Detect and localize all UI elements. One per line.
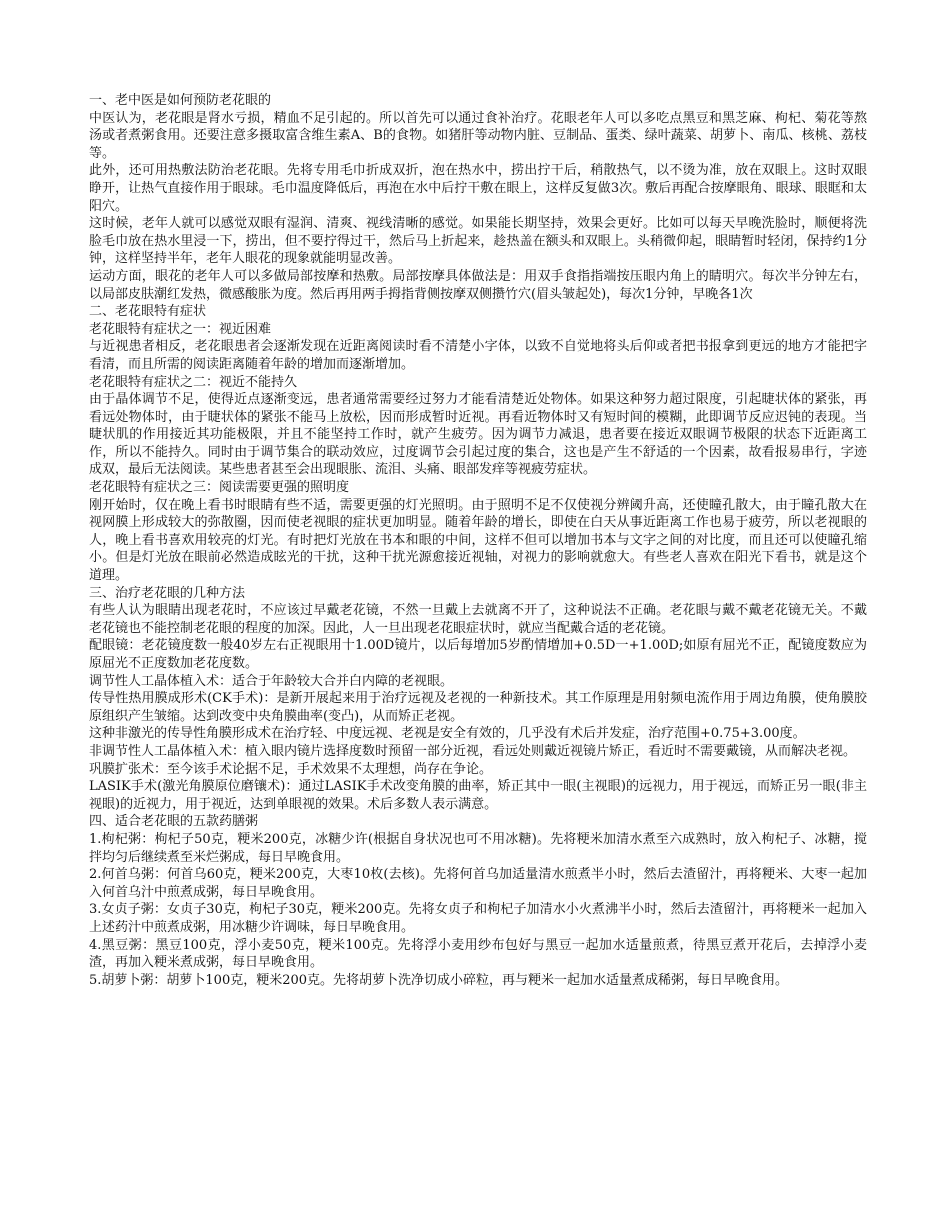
subheading: 老花眼特有症状之一：视近困难	[89, 321, 272, 337]
paragraph: 刚开始时，仅在晚上看书时眼睛有些不适，需要更强的灯光照明。由于照明不足不仅使视分辨阈升高，还使瞳孔散大，由于瞳孔散大在视网膜上形成较大的弥散圈，因而使老视眼的症状更加明显。随着年龄的增长，即使在白天从事近距离工作也易于疲劳，所以老视眼的人，晚上看书喜欢用较亮的灯光。有时把灯光放在书本和眼的中间，这样不但可以增加书本与文字之间的对比度，而且还可以使瞳孔缩小。但是灯光放在眼前必然造成眩光的干扰，这种干扰光源愈接近视轴，对视力的影响就愈大。有些老人喜欢在阳光下看书，就是这个道理。	[89, 497, 867, 584]
section-heading-4: 四、适合老花眼的五款药膳粥	[89, 814, 259, 830]
subheading: 老花眼特有症状之三：阅读需要更强的照明度	[89, 480, 350, 496]
section-heading-3: 三、治疗老花眼的几种方法	[89, 585, 246, 601]
subheading: 老花眼特有症状之二：视近不能持久	[89, 374, 298, 390]
paragraph: 传导性热用膜成形术(CK手术)：是新开展起来用于治疗远视及老视的一种新技术。其工作原理是用射频电流作用于周边角膜，使角膜胶原组织产生皱缩。达到改变中央角膜曲率(变凸)，从而矫正老视。	[89, 691, 867, 724]
paragraph: 这时候，老年人就可以感觉双眼有湿润、清爽、视线清晰的感觉。如果能长期坚持，效果会更好。比如可以每天早晚洗脸时，顺便将洗脸毛巾放在热水里浸一下，捞出，但不要拧得过干，然后马上折起来，趁热盖在额头和双眼上。头稍微仰起，眼睛暂时轻闭，保持约1分钟，这样坚持半年，老年人眼花的现象就能明显改善。	[89, 216, 867, 267]
paragraph: 配眼镜：老花镜度数一般40岁左右正视眼用十1.00D镜片，以后每增加5岁酌情增加+0.5D一+1.00D;如原有屈光不正，配镜度数应为原屈光不正度数加老花度数。	[89, 638, 867, 671]
document-body	[89, 92, 867, 989]
section-heading-1: 一、老中医是如何预防老花眼的	[89, 93, 272, 108]
paragraph: 此外，还可用热敷法防治老花眼。先将专用毛巾折成双折，泡在热水中，捞出拧干后，稍散热气，以不烫为准，放在双眼上。这时双眼睁开，让热气直接作用于眼球。毛巾温度降低后，再泡在水中后拧干敷在眼上，这样反复做3次。敷后再配合按摩眼角、眼球、眼眶和太阳穴。	[89, 163, 867, 214]
recipe-item: 3.女贞子粥：女贞子30克，枸杞子30克，粳米200克。先将女贞子和枸杞子加清水小火煮沸半小时，然后去渣留汁，再将粳米一起加入上述药汁中煎煮成粥，用冰糖少许调味，每日早晚食用。	[89, 902, 867, 935]
recipe-item: 1.枸杞粥：枸杞子50克，粳米200克，冰糖少许(根据自身状况也可不用冰糖)。先将粳米加清水煮至六成熟时，放入枸杞子、冰糖，搅拌均匀后继续煮至米烂粥成，每日早晚食用。	[89, 831, 867, 865]
paragraph: 由于晶体调节不足，使得近点逐渐变远，患者通常需要经过努力才能看清楚近处物体。如果这种努力超过限度，引起睫状体的紧张，再看远处物体时，由于睫状体的紧张不能马上放松，因而形成暂时近视。再看近物体时又有短时间的模糊，此即调节反应迟钝的表现。当睫状肌的作用接近其功能极限，并且不能坚持工作时，就产生疲劳。因为调节力减退，患者要在接近双眼调节极限的状态下近距离工作，所以不能持久。同时由于调节集合的联动效应，过度调节会引起过度的集合，这也是产生不舒适的一个因素，故看报易串行，字迹成双，最后无法阅读。某些患者甚至会出现眼胀、流泪、头痛、眼部发痒等视疲劳症状。	[89, 392, 867, 478]
paragraph: 调节性人工晶体植入术：适合于年龄较大合并白内障的老视眼。	[89, 673, 454, 689]
paragraph: 巩膜扩张术：至今该手术论据不足，手术效果不太理想，尚存在争论。	[89, 761, 493, 777]
section-heading-2: 二、老花眼特有症状	[89, 304, 207, 320]
paragraph: 与近视患者相反，老花眼患者会逐渐发现在近距离阅读时看不清楚小字体，以致不自觉地将头后仰或者把书报拿到更远的地方才能把字看清，而且所需的阅读距离随着年龄的增加而逐渐增加。	[89, 339, 867, 372]
paragraph: 有些人认为眼睛出现老花时，不应该过早戴老花镜，不然一旦戴上去就离不开了，这种说法不正确。老花眼与戴不戴老花镜无关。不戴老花镜也不能控制老花眼的程度的加深。因此，人一旦出现老花眼症状时，就应当配戴合适的老花镜。	[89, 603, 867, 636]
recipe-item: 2.何首乌粥：何首乌60克，粳米200克，大枣10枚(去核)。先将何首乌加适量清水煎煮半小时，然后去渣留汁，再将粳米、大枣一起加入何首乌汁中煎煮成粥，每日早晚食用。	[89, 867, 867, 900]
recipe-item: 5.胡萝卜粥：胡萝卜100克，粳米200克。先将胡萝卜洗净切成小碎粒，再与粳米一起加水适量煮成稀粥，每日早晚食用。	[89, 972, 789, 988]
paragraph: LASIK手术(激光角膜原位磨镶术)：通过LASIK手术改变角膜的曲率，矫正其中一眼(主视眼)的远视力，用于视远，而矫正另一眼(非主视眼)的近视力，用于视近，达到单眼视的效果。术后多数人表示满意。	[89, 779, 867, 812]
paragraph: 非调节性人工晶体植入术：植入眼内镜片选择度数时预留一部分近视，看远处则戴近视镜片矫正，看近时不需要戴镜，从而解决老视。	[89, 743, 857, 759]
paragraph: 运动方面，眼花的老年人可以多做局部按摩和热敷。局部按摩具体做法是：用双手食指指端按压眼内角上的睛明穴。每次半分钟左右，以局部皮肤潮红发热，微感酸胀为度。然后再用两手拇指背侧按摩双侧攒竹穴(眉头皱起处)，每次1分钟，早晚各1次	[89, 268, 867, 302]
paragraph: 中医认为，老花眼是肾水亏损，精血不足引起的。所以首先可以通过食补治疗。花眼老年人可以多吃点黑豆和黑芝麻、枸杞、菊花等熬汤或者煮粥食用。还要注意多摄取富含维生素A、B的食物。如猪肝等动物内脏、豆制品、蛋类、绿叶蔬菜、胡萝卜、南瓜、核桃、荔枝等。	[89, 110, 867, 161]
paragraph: 这种非激光的传导性角膜形成术在治疗轻、中度远视、老视是安全有效的，几乎没有术后并发症，治疗范围+0.75+3.00度。	[89, 726, 806, 742]
recipe-item: 4.黑豆粥：黑豆100克，浮小麦50克，粳米100克。先将浮小麦用纱布包好与黑豆一起加水适量煎煮，待黑豆煮开花后，去掉浮小麦渣，再加入粳米煮成粥，每日早晚食用。	[89, 937, 867, 971]
